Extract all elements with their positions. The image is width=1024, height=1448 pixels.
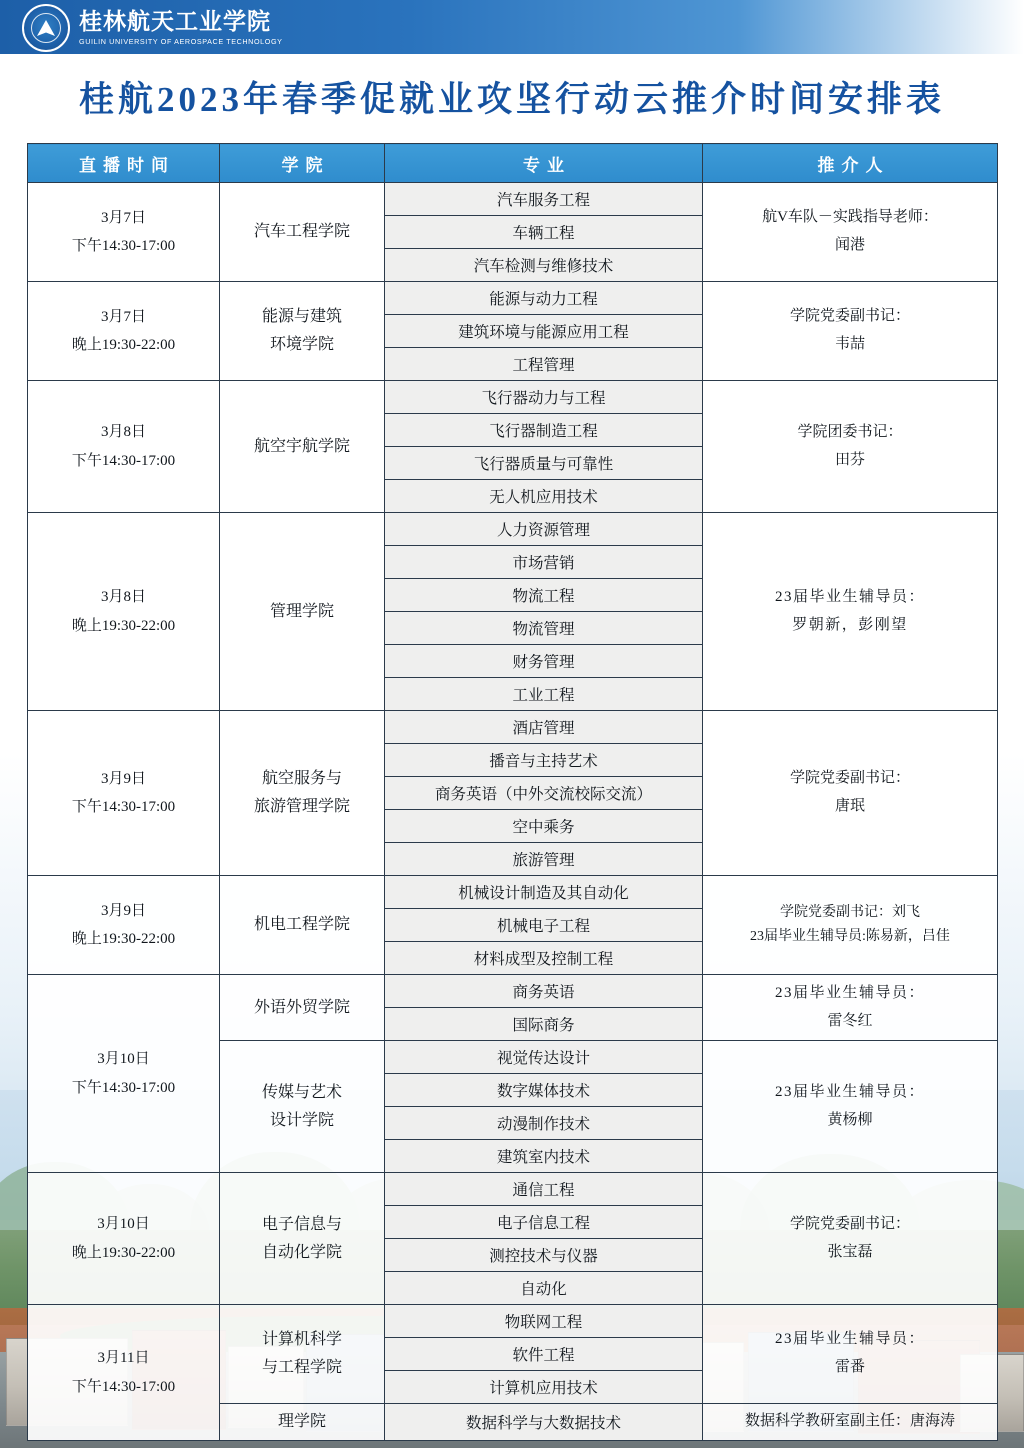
cell-time xyxy=(28,513,220,711)
schedule-table-container xyxy=(27,143,997,1441)
cell-college xyxy=(220,381,385,513)
presenter-line: 航V车队－实践指导老师： xyxy=(762,209,938,226)
college-line: 环境学院 xyxy=(269,336,334,353)
time-line: 晚上19:30-22:00 xyxy=(71,1244,176,1261)
cell-presenter xyxy=(703,1173,998,1305)
cell-major: 空中乘务 xyxy=(385,810,703,843)
time-line: 下午14:30-17:00 xyxy=(71,452,176,469)
cell-major: 财务管理 xyxy=(385,645,703,678)
presenter-line: 23届毕业生辅导员:陈易新，吕佳 xyxy=(750,929,950,944)
presenter-line: 黄杨柳 xyxy=(827,1111,873,1128)
cell-major: 播音与主持艺术 xyxy=(385,744,703,777)
cell-presenter xyxy=(703,282,998,381)
presenter-line: 唐珉 xyxy=(834,798,865,814)
university-seal-icon xyxy=(22,4,70,52)
cell-time xyxy=(28,1305,220,1441)
cell-time xyxy=(28,381,220,513)
cell-major: 国际商务 xyxy=(385,1008,703,1041)
time-line: 3月11日 xyxy=(97,1350,150,1366)
cell-major: 飞行器动力与工程 xyxy=(385,381,703,414)
time-line: 下午14:30-17:00 xyxy=(71,799,176,815)
page-title: 桂航2023年春季促就业攻坚行动云推介时间安排表 xyxy=(78,80,945,119)
time-line: 晚上19:30-22:00 xyxy=(71,931,176,947)
cell-major: 通信工程 xyxy=(385,1173,703,1206)
college-line: 理学院 xyxy=(277,1413,326,1430)
cell-major: 商务英语 xyxy=(385,975,703,1008)
page-header-bar xyxy=(0,0,1024,54)
presenter-line: 罗朝新，彭刚望 xyxy=(792,616,908,633)
college-line: 传媒与艺术 xyxy=(261,1083,342,1101)
cell-presenter xyxy=(703,876,998,975)
cell-presenter xyxy=(703,513,998,711)
cell-college xyxy=(220,513,385,711)
time-line: 晚上19:30-22:00 xyxy=(71,337,176,353)
cell-major: 无人机应用技术 xyxy=(385,480,703,513)
table-row xyxy=(28,711,998,744)
presenter-line: 田芬 xyxy=(834,451,865,468)
cell-college xyxy=(220,975,385,1041)
time-line: 下午14:30-17:00 xyxy=(71,1378,176,1395)
college-line: 管理学院 xyxy=(269,602,334,620)
college-line: 电子信息与 xyxy=(261,1215,342,1233)
cell-presenter xyxy=(703,711,998,876)
cell-presenter xyxy=(703,183,998,282)
college-line: 外语外贸学院 xyxy=(253,998,350,1016)
table-row xyxy=(28,183,998,216)
table-row xyxy=(28,381,998,414)
cell-time xyxy=(28,876,220,975)
time-line: 3月10日 xyxy=(97,1216,150,1232)
time-line: 3月8日 xyxy=(100,589,146,605)
cell-major: 物流工程 xyxy=(385,579,703,612)
cell-major: 酒店管理 xyxy=(385,711,703,744)
cell-college xyxy=(220,1173,385,1305)
cell-major: 汽车检测与维修技术 xyxy=(385,249,703,282)
presenter-line: 学院党委副书记：刘飞 xyxy=(780,904,920,920)
college-line: 汽车工程学院 xyxy=(253,223,350,240)
cell-major: 汽车服务工程 xyxy=(385,183,703,216)
college-line: 机电工程学院 xyxy=(253,916,350,933)
cell-major: 建筑环境与能源应用工程 xyxy=(385,315,703,348)
cell-major: 工程管理 xyxy=(385,348,703,381)
presenter-line: 学院党委副书记： xyxy=(789,1215,910,1232)
college-line: 旅游管理学院 xyxy=(253,798,350,815)
cell-presenter xyxy=(703,1041,998,1173)
cell-time xyxy=(28,183,220,282)
cell-major: 物流管理 xyxy=(385,612,703,645)
cell-major: 材料成型及控制工程 xyxy=(385,942,703,975)
cell-presenter xyxy=(703,1404,998,1441)
cell-major: 工业工程 xyxy=(385,678,703,711)
presenter-line: 数据科学教研室副主任：唐海涛 xyxy=(744,1413,955,1430)
column-header-presenter: 推介人 xyxy=(703,144,998,183)
cell-major: 物联网工程 xyxy=(385,1305,703,1338)
cell-time xyxy=(28,1173,220,1305)
cell-major: 飞行器质量与可靠性 xyxy=(385,447,703,480)
cell-major: 自动化 xyxy=(385,1272,703,1305)
college-line: 与工程学院 xyxy=(261,1359,342,1376)
presenter-line: 学院党委副书记： xyxy=(789,770,910,787)
presenter-line: 学院党委副书记： xyxy=(789,308,910,325)
table-header-row xyxy=(28,144,998,183)
cell-major: 视觉传达设计 xyxy=(385,1041,703,1074)
cell-major: 计算机应用技术 xyxy=(385,1371,703,1404)
cell-college xyxy=(220,711,385,876)
time-line: 晚上19:30-22:00 xyxy=(71,617,176,634)
presenter-line: 张宝磊 xyxy=(827,1243,873,1260)
schedule-table xyxy=(27,143,998,1441)
cell-college xyxy=(220,183,385,282)
time-line: 3月10日 xyxy=(97,1051,150,1067)
cell-major: 数据科学与大数据技术 xyxy=(385,1404,703,1441)
presenter-line: 学院团委书记： xyxy=(797,423,903,440)
cell-major: 商务英语（中外交流校际交流） xyxy=(385,777,703,810)
cell-major: 建筑室内技术 xyxy=(385,1140,703,1173)
college-line: 能源与建筑 xyxy=(261,308,342,325)
college-line: 航空宇航学院 xyxy=(253,437,350,455)
cell-presenter xyxy=(703,381,998,513)
college-line: 设计学院 xyxy=(269,1111,334,1129)
column-header-major: 专业 xyxy=(385,144,703,183)
time-line: 3月9日 xyxy=(100,770,146,787)
logo-name-cn: 桂林航天工业学院 xyxy=(79,9,271,35)
presenter-line: 雷冬红 xyxy=(827,1012,873,1029)
presenter-line: 23届毕业生辅导员： xyxy=(774,588,925,605)
table-row xyxy=(28,876,998,909)
cell-major: 机械电子工程 xyxy=(385,909,703,942)
cell-presenter xyxy=(703,975,998,1041)
presenter-line: 23届毕业生辅导员： xyxy=(774,984,925,1001)
cell-college xyxy=(220,1404,385,1441)
cell-major: 测控技术与仪器 xyxy=(385,1239,703,1272)
cell-major: 电子信息工程 xyxy=(385,1206,703,1239)
column-header-college: 学院 xyxy=(220,144,385,183)
column-header-time: 直播时间 xyxy=(28,144,220,183)
presenter-line: 闻港 xyxy=(834,237,865,253)
presenter-line: 韦喆 xyxy=(834,336,865,352)
cell-college xyxy=(220,282,385,381)
college-line: 航空服务与 xyxy=(261,770,342,787)
table-row xyxy=(28,513,998,546)
time-line: 3月8日 xyxy=(100,424,146,440)
table-row xyxy=(28,975,998,1008)
logo-name-en: GUILIN UNIVERSITY OF AEROSPACE TECHNOLOGY xyxy=(79,36,283,46)
cell-major: 动漫制作技术 xyxy=(385,1107,703,1140)
table-row xyxy=(28,282,998,315)
time-line: 3月7日 xyxy=(100,308,146,325)
university-logo xyxy=(22,4,283,52)
college-line: 自动化学院 xyxy=(261,1243,342,1261)
presenter-line: 雷番 xyxy=(834,1359,865,1375)
cell-time xyxy=(28,282,220,381)
table-row xyxy=(28,1173,998,1206)
time-line: 下午14:30-17:00 xyxy=(71,238,176,254)
time-line: 3月7日 xyxy=(100,209,146,226)
time-line: 下午14:30-17:00 xyxy=(71,1079,176,1096)
time-line: 3月9日 xyxy=(100,902,146,919)
college-line: 计算机科学 xyxy=(261,1331,342,1348)
cell-major: 飞行器制造工程 xyxy=(385,414,703,447)
presenter-line: 23届毕业生辅导员： xyxy=(774,1083,925,1100)
cell-college xyxy=(220,1041,385,1173)
table-row xyxy=(28,1305,998,1338)
cell-college xyxy=(220,1305,385,1404)
cell-major: 人力资源管理 xyxy=(385,513,703,546)
cell-time xyxy=(28,975,220,1173)
cell-major: 车辆工程 xyxy=(385,216,703,249)
cell-major: 能源与动力工程 xyxy=(385,282,703,315)
cell-major: 机械设计制造及其自动化 xyxy=(385,876,703,909)
cell-time xyxy=(28,711,220,876)
cell-major: 旅游管理 xyxy=(385,843,703,876)
presenter-line: 23届毕业生辅导员： xyxy=(774,1331,925,1348)
cell-major: 数字媒体技术 xyxy=(385,1074,703,1107)
cell-presenter xyxy=(703,1305,998,1404)
cell-college xyxy=(220,876,385,975)
cell-major: 软件工程 xyxy=(385,1338,703,1371)
cell-major: 市场营销 xyxy=(385,546,703,579)
